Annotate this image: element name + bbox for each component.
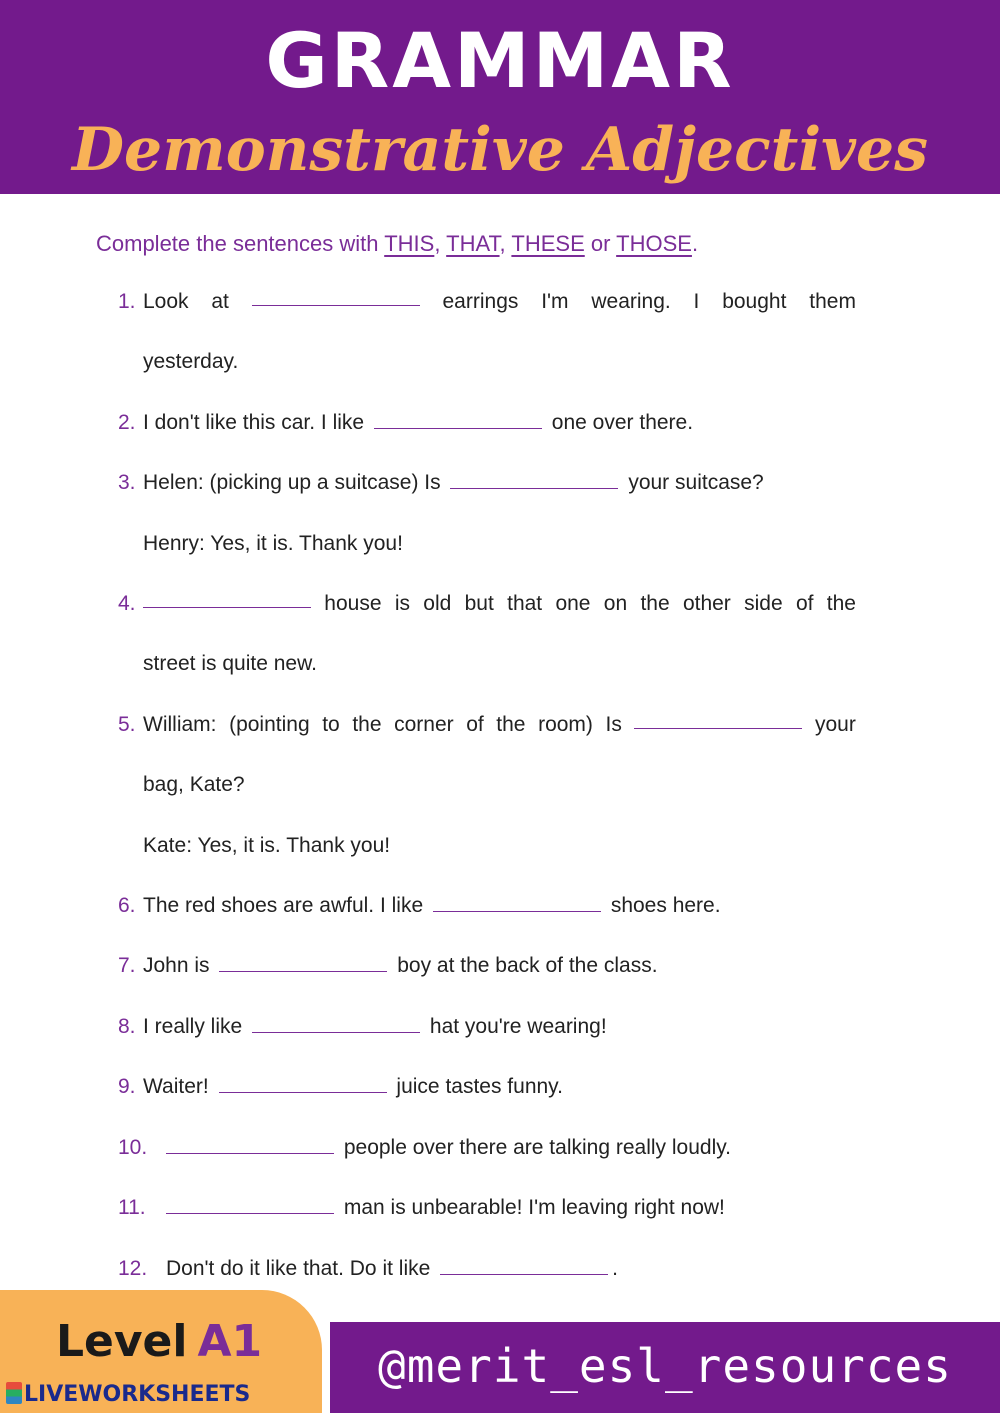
item-continuation: bag, Kate? xyxy=(143,773,245,796)
item-number: 9. xyxy=(118,1075,136,1098)
liveworksheets-watermark: LIVEWORKSHEETS xyxy=(6,1380,250,1410)
exercise-item-9: Waiter! juice tastes funny. xyxy=(143,1075,563,1098)
exercise-item-8: I really like hat you're wearing! xyxy=(143,1015,607,1038)
item-number: 8. xyxy=(118,1015,136,1038)
instructions: Complete the sentences with THIS, THAT, THESE or THOSE. xyxy=(96,231,699,256)
answer-blank[interactable] xyxy=(450,470,618,489)
item-number: 3. xyxy=(118,471,136,494)
answer-blank[interactable] xyxy=(252,287,420,306)
answer-blank[interactable] xyxy=(440,1256,608,1275)
item-number: 7. xyxy=(118,954,136,977)
item-reply: Henry: Yes, it is. Thank you! xyxy=(143,532,403,555)
exercise-item-5: William: (pointing to the corner of the room) Is your xyxy=(143,710,856,740)
keyword-this: THIS xyxy=(384,231,435,256)
answer-blank[interactable] xyxy=(219,953,387,972)
item-continuation: yesterday. xyxy=(143,350,239,373)
exercise-item-4: house is old but that one on the other side of the xyxy=(143,589,856,619)
answer-blank[interactable] xyxy=(634,710,802,729)
page-subtitle: Demonstrative Adjectives xyxy=(72,115,928,185)
exercise-item-3: Helen: (picking up a suitcase) Is your suitcase? xyxy=(143,471,764,494)
exercise-item-11: man is unbearable! I'm leaving right now! xyxy=(162,1193,725,1223)
answer-blank[interactable] xyxy=(219,1074,387,1093)
exercise-item-2: I don't like this car. I like one over there. xyxy=(143,411,694,434)
item-number: 11. xyxy=(118,1196,146,1219)
level-label: Level A1 xyxy=(56,1316,263,1367)
item-number: 4. xyxy=(118,592,136,615)
item-number: 10. xyxy=(118,1136,148,1159)
exercise-item-12: Don't do it like that. Do it like . xyxy=(166,1257,618,1280)
item-number: 1. xyxy=(118,290,136,313)
answer-blank[interactable] xyxy=(433,893,601,912)
page-title: GRAMMAR xyxy=(265,16,735,105)
exercise-item-1: Look at earrings I'm wearing. I bought them xyxy=(143,287,856,317)
keyword-those: THOSE xyxy=(616,231,692,256)
answer-blank[interactable] xyxy=(166,1135,334,1154)
answer-blank[interactable] xyxy=(143,589,311,608)
answer-blank[interactable] xyxy=(374,410,542,429)
item-continuation: street is quite new. xyxy=(143,652,317,675)
item-reply: Kate: Yes, it is. Thank you! xyxy=(143,834,391,857)
item-number: 5. xyxy=(118,713,136,736)
keyword-that: THAT xyxy=(446,231,500,256)
item-number: 6. xyxy=(118,894,136,917)
answer-blank[interactable] xyxy=(252,1014,420,1033)
exercise-item-6: The red shoes are awful. I like shoes here. xyxy=(143,894,721,917)
item-number: 2. xyxy=(118,411,136,434)
answer-blank[interactable] xyxy=(166,1195,334,1214)
liveworksheets-logo-icon xyxy=(6,1382,22,1404)
keyword-these: THESE xyxy=(511,231,585,256)
exercise-item-10: people over there are talking really loudly. xyxy=(162,1133,731,1163)
exercise-item-7: John is boy at the back of the class. xyxy=(143,954,658,977)
author-handle: @merit_esl_resources xyxy=(378,1339,952,1393)
item-number: 12. xyxy=(118,1257,148,1280)
